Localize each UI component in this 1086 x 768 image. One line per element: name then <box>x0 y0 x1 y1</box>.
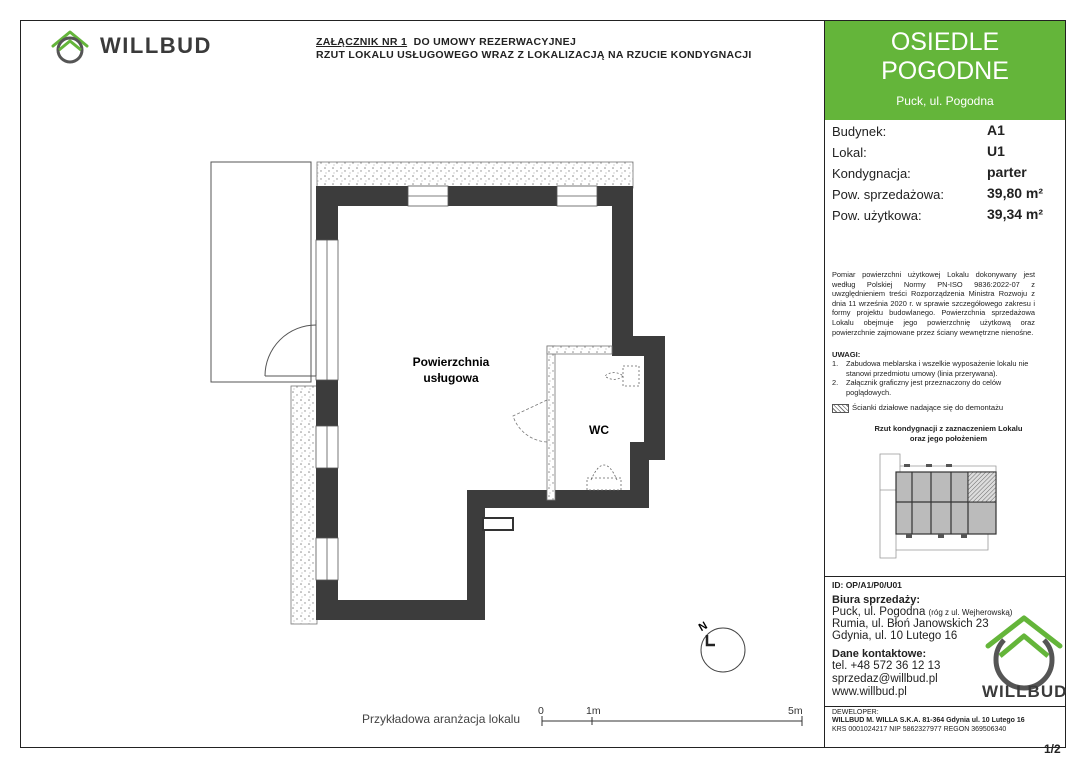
hatch-legend-swatch <box>832 404 849 413</box>
brand-logo-text: WILLBUD <box>100 33 212 58</box>
developer-address: WILLBUD M. WILLA S.K.A. 81-364 Gdynia ul. 10 Lutego 16 <box>832 717 1025 724</box>
floor-context-map <box>876 450 1000 562</box>
wc-door <box>513 400 547 442</box>
contact-email[interactable]: sprzedaz@willbud.pl <box>832 673 938 685</box>
detail-label-floor: Kondygnacja: <box>832 166 911 181</box>
divider-developer <box>824 706 1066 707</box>
office-item: Puck, ul. Pogodna (róg z ul. Wejherowską) <box>832 606 1013 618</box>
contact-title: Dane kontaktowe: <box>832 648 927 660</box>
annex-title: ZAŁĄCZNIK NR 1 DO UMOWY REZERWACYJNEJ <box>316 36 577 48</box>
arrangement-note: Przykładowa aranżacja lokalu <box>362 712 521 726</box>
room-label-main: Powierzchnia <box>412 355 490 369</box>
document-subtitle: RZUT LOKALU USŁUGOWEGO WRAZ Z LOKALIZACJĄ NA RZUCIE KONDYGNACJI <box>316 49 752 61</box>
sidebar-divider <box>824 20 825 748</box>
sink-fixture <box>587 465 621 490</box>
room-label-main-2: usługowa <box>423 371 479 385</box>
document-id: ID: OP/A1/P0/U01 <box>832 580 902 590</box>
detail-value-unit: U1 <box>987 143 1005 159</box>
estate-location: Puck, ul. Pogodna <box>896 94 994 108</box>
entrance-door <box>265 320 316 376</box>
brand-logo-text: WILLBUD <box>982 682 1068 701</box>
office-item: Gdynia, ul. 10 Lutego 16 <box>832 630 958 642</box>
office-item: Rumia, ul. Błoń Janowskich 23 <box>832 618 989 630</box>
scale-label-0: 0 <box>538 705 544 717</box>
remarks-title: UWAGI: <box>832 350 861 359</box>
estate-name: OSIEDLE POGODNE <box>881 28 1009 85</box>
detail-value-building: A1 <box>987 122 1005 138</box>
north-label: N <box>696 619 710 635</box>
detail-label-building: Budynek: <box>832 124 887 139</box>
developer-title: DEWELOPER: <box>832 709 879 716</box>
measurement-note: Pomiar powierzchni użytkowej Lokalu dokonywany jest według Polskiej Normy PN-ISO 9836:2022-07 z uwzględnieniem treści Rozporządzenia Ministra Rozwoju z dnia 11 września 2020 r. w sprawie szczegółowego zakresu i formy projektu budowlanego. Powierzchnia sprzedażowa Lokalu obejmuje jego powierzchnię użytkową oraz powierzchnie zajmowane przez ściany wewnętrzne nienośne. <box>832 270 1035 337</box>
shaft <box>483 518 513 530</box>
exterior-walls <box>316 186 665 620</box>
detail-label-usable-area: Pow. użytkowa: <box>832 208 922 223</box>
toilet-fixture <box>605 366 639 386</box>
hatch-legend-label: Ścianki działowe nadające się do demontażu <box>852 403 1004 412</box>
detail-value-sales-area: 39,80 m² <box>987 185 1044 201</box>
north-compass-icon <box>693 615 753 675</box>
detail-value-floor: parter <box>987 164 1027 180</box>
scale-label-1m: 1m <box>586 705 601 717</box>
detail-label-unit: Lokal: <box>832 145 867 160</box>
remark-item: 2. Załącznik graficzny jest przeznaczony do celów poglądowych. <box>832 378 1002 397</box>
context-plan-title: Rzut kondygnacji z zaznaczeniem Lokalu oraz jego położeniem <box>874 424 1023 443</box>
offices-title: Biura sprzedaży: <box>832 594 921 606</box>
detail-label-sales-area: Pow. sprzedażowa: <box>832 187 945 202</box>
gravel-strip-top <box>317 162 633 188</box>
scale-bar <box>540 712 806 732</box>
room-label-wc: WC <box>589 423 609 437</box>
divider-id <box>824 576 1066 577</box>
gravel-strip <box>291 386 317 624</box>
terrace-outline <box>211 162 311 382</box>
page-number: 1/2 <box>1044 742 1061 756</box>
contact-website[interactable]: www.willbud.pl <box>832 686 907 698</box>
floor-plan <box>195 150 765 630</box>
contact-phone[interactable]: tel. +48 572 36 12 13 <box>832 660 941 672</box>
scale-label-5m: 5m <box>788 705 803 717</box>
remark-item: 1. Zabudowa meblarska i wszelkie wyposażenie lokalu nie stanowi przedmiotu umowy (linia przerywana). <box>832 359 1029 378</box>
developer-registry: KRS 0001024217 NIP 5862327977 REGON 369506340 <box>832 726 1007 733</box>
detail-value-usable-area: 39,34 m² <box>987 206 1044 222</box>
